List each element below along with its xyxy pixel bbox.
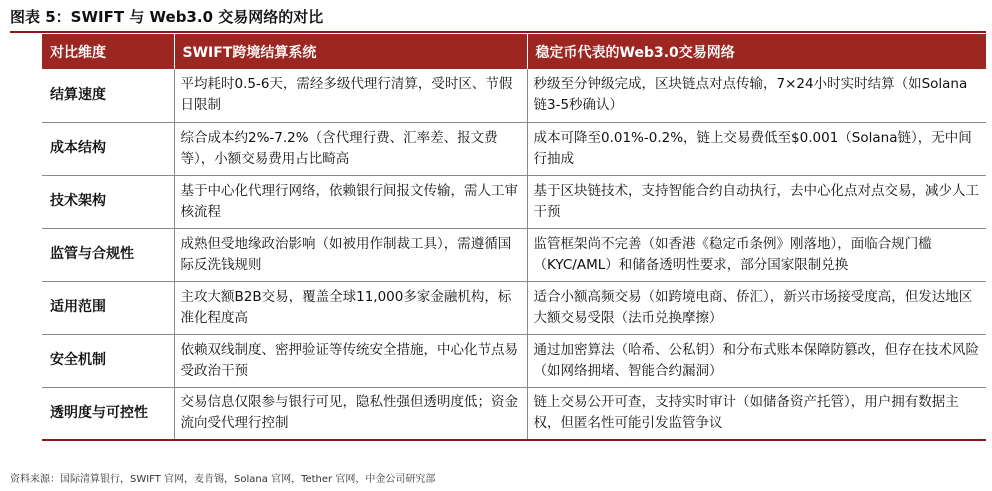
row-web3-cell: 监管框架尚不完善（如香港《稳定币条例》刚落地），面临合规门槛（KYC/AML）和储备透明性要求，部分国家限制兑换 — [527, 228, 986, 281]
row-swift-cell: 交易信息仅限参与银行可见，隐私性强但透明度低；资金流向受代理行控制 — [174, 387, 527, 440]
table-row — [42, 228, 986, 281]
row-dimension: 监管与合规性 — [42, 228, 174, 281]
title-divider — [10, 31, 986, 33]
table-row — [42, 334, 986, 387]
row-dimension: 适用范围 — [42, 281, 174, 334]
table-header-row — [42, 34, 986, 69]
row-swift-cell: 主攻大额B2B交易，覆盖全球11,000多家金融机构，标准化程度高 — [174, 281, 527, 334]
table-row — [42, 281, 986, 334]
row-swift-cell: 平均耗时0.5-6天，需经多级代理行清算，受时区、节假日限制 — [174, 69, 527, 122]
figure-title: 图表 5：SWIFT 与 Web3.0 交易网络的对比 — [10, 8, 324, 26]
source-note: 资料来源：国际清算银行，SWIFT 官网，麦肯锡，Solana 官网，Tether 官网，中金公司研究部 — [10, 474, 436, 485]
comparison-table — [42, 34, 986, 441]
row-swift-cell: 依赖双线制度、密押验证等传统安全措施，中心化节点易受政治干预 — [174, 334, 527, 387]
header-dimension: 对比维度 — [42, 34, 174, 69]
table-row — [42, 175, 986, 228]
row-swift-cell: 成熟但受地缘政治影响（如被用作制裁工具），需遵循国际反洗钱规则 — [174, 228, 527, 281]
row-dimension: 技术架构 — [42, 175, 174, 228]
row-swift-cell: 基于中心化代理行网络，依赖银行间报文传输，需人工审核流程 — [174, 175, 527, 228]
table-row — [42, 387, 986, 440]
table-row — [42, 69, 986, 122]
row-web3-cell: 链上交易公开可查，支持实时审计（如储备资产托管），用户拥有数据主权，但匿名性可能引发监管争议 — [527, 387, 986, 440]
header-web3: 稳定币代表的Web3.0交易网络 — [527, 34, 986, 69]
row-web3-cell: 秒级至分钟级完成，区块链点对点传输，7×24小时实时结算（如Solana链3-5秒确认） — [533, 76, 968, 114]
row-web3-cell: 成本可降至0.01%-0.2%，链上交易费低至$0.001（Solana链），无中间行抽成 — [527, 122, 986, 175]
row-web3-cell: 适合小额高频交易（如跨境电商、侨汇），新兴市场接受度高，但发达地区大额交易受限（法币兑换摩擦） — [527, 281, 986, 334]
row-dimension: 透明度与可控性 — [42, 387, 174, 440]
table-row — [42, 122, 986, 175]
header-swift: SWIFT跨境结算系统 — [174, 34, 527, 69]
row-dimension: 结算速度 — [42, 69, 174, 122]
row-web3-cell: 通过加密算法（哈希、公私钥）和分布式账本保障防篡改，但存在技术风险（如网络拥堵、智能合约漏洞） — [527, 334, 986, 387]
row-web3-cell: 基于区块链技术，支持智能合约自动执行，去中心化点对点交易，减少人工干预 — [527, 175, 986, 228]
row-swift-cell: 综合成本约2%-7.2%（含代理行费、汇率差、报文费等），小额交易费用占比畸高 — [174, 122, 527, 175]
row-dimension: 成本结构 — [42, 122, 174, 175]
row-dimension: 安全机制 — [42, 334, 174, 387]
